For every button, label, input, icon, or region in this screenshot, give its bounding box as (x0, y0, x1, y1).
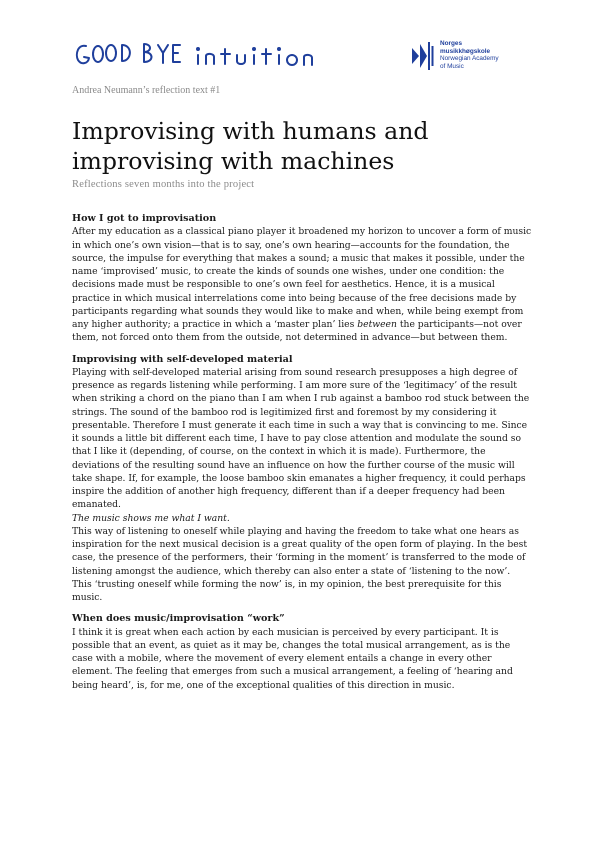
goodbye-intuition-logo (72, 36, 322, 76)
section-how-i-got-to-improvisation (72, 212, 532, 345)
section-heading: Improvising with self-developed material (72, 353, 293, 365)
institution-line-3: Norwegian Academy (440, 55, 499, 63)
document-body (72, 212, 532, 700)
section-heading: How I got to improvisation (72, 213, 217, 224)
section-paragraph: Playing with self-developed material arising from sound research presupposes a high degree of presence as regards listening while performing. I am more sure of the ‘legitimacy’ of the result when striking a chord on the piano than I am when I rub against a bamboo rod stuck between the strings. The sound of the bamboo rod is legitimized first and foremost by my considering it presentable. Therefore I must generate it each time in such a way that is convincing to me. Since it sounds a little bit different each time, I have to pay close attention and modulate the sound so that I like it (depending, of course, on the context in which it is made). Furthermore, the deviations of the resulting sound have an influence on how the further course of the music will take shape. If, for example, the loose bamboo skin emanates a higher frequency, it could perhaps inspire the addition of another high frequency, different than if a deeper frequency had been emanated. (72, 366, 530, 511)
section-when-does-music-work (72, 612, 532, 692)
section-paragraph: I think it is great when each action by each musician is perceived by every participant. It is possible that an event, as quiet as it may be, changes the total musical arrangement, as is the case with a mobile, where the movement of every element entails a change in every other element. The feeling that emerges from such a musical arrangement, a feeling of ‘hearing and being heard’, is, for me, one of the exceptional qualities of this direction in music. (72, 626, 513, 691)
emphasis-text: between (357, 319, 397, 330)
institution-line-2: musikkhøgskole (440, 47, 491, 55)
author-line: Andrea Neumann’s reflection text #1 (72, 85, 221, 96)
section-quote: The music shows me what I want. (72, 512, 230, 524)
section-self-developed-material (72, 353, 532, 605)
section-heading: When does music/improvisation “work” (72, 613, 285, 625)
section-paragraph: This way of listening to oneself while playing and having the freedom to take what one hears as inspiration for the next musical decision is a great quality of the open form of playing. In the best case, the presence of the performers, their ‘forming in the moment’ is transferred to the mode of listening amongst the audience, which thereby can also enter a state of ‘listening to the now’. This ‘trusting oneself while forming the now’ is, in my opinion, the best prerequisite for this music. (72, 525, 528, 603)
paragraph-text: After my education as a classical piano player it broadened my horizon to uncover a form of music in which one’s own vision—that is to say, one’s own hearing—accounts for the foundation, the source, the impulse for everything that makes a sound; a music that makes it possible, under the name ‘improvised’ music, to create the kinds of sounds one wishes, under one condition: the decisions made must be responsible to one’s own feel for aesthetics. Hence, it is a musical practice in which musical interrelations come into being because of the free decisions made by participants regarding what sounds they would like to make and when, while being exempt from any higher authority; a practice in which a ‘master plan’ lies (72, 226, 532, 330)
document-lead: Reflections seven months into the project (72, 179, 255, 190)
page-header (72, 36, 524, 76)
institution-line-1: Norges (440, 40, 463, 47)
paragraph-text: the participants—not over them, not forced onto them from the outside, not determined in advance—but between them. (72, 319, 522, 344)
institution-line-4: of Music (440, 62, 464, 70)
institution-logo (412, 40, 524, 74)
institution-name (440, 40, 499, 70)
nmh-mark-icon (412, 40, 434, 72)
section-paragraph (72, 225, 532, 344)
document-title: Improvising with humans and improvising with machines (72, 117, 429, 175)
